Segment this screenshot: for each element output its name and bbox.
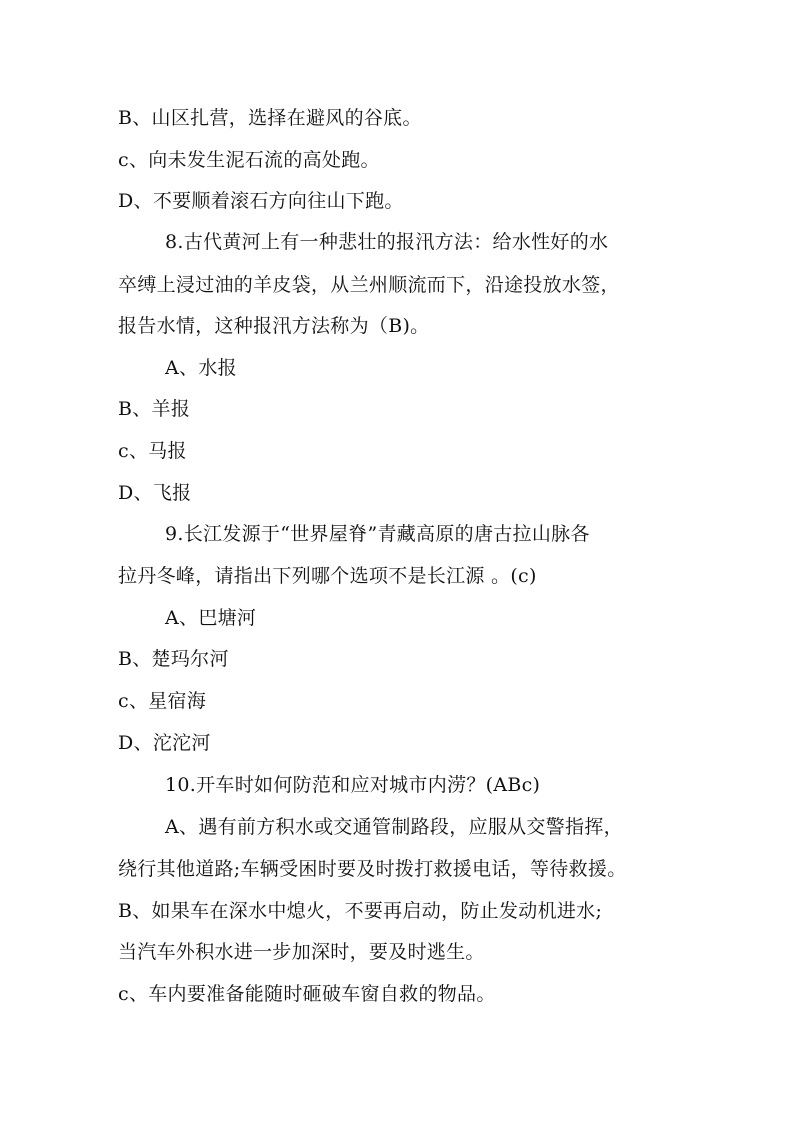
question-10-line-1: 10.开车时如何防范和应对城市内涝？(ABc) (165, 774, 541, 796)
question-8-line-3: 报告水情，这种报汛方法称为（B)。 (118, 315, 430, 337)
answer-option-a: A、遇有前方积水或交通管制路段，应服从交警指挥， (165, 816, 623, 838)
answer-option-b: B、山区扎营，选择在避风的谷底。 (118, 107, 422, 129)
answer-option-b: B、如果车在深水中熄火，不要再启动，防止发动机进水; (118, 900, 603, 922)
answer-option-b: B、羊报 (118, 398, 191, 420)
answer-option-b: B、楚玛尔河 (118, 648, 229, 670)
answer-option-c: c、向未发生泥石流的高处跑。 (118, 149, 380, 171)
answer-option-a-continued: 绕行其他道路;车辆受困时要及时拨打救援电话，等待救援。 (118, 858, 627, 880)
answer-option-d: D、飞报 (118, 482, 192, 504)
question-9-line-2: 拉丹冬峰，请指出下列哪个选项不是长江源 。(c) (118, 565, 537, 587)
answer-option-d: D、沱沱河 (118, 732, 211, 754)
answer-option-b-continued: 当汽车外积水进一步加深时，要及时逃生。 (118, 941, 485, 963)
question-8-line-1: 8.古代黄河上有一种悲壮的报汛方法：给水性好的水 (165, 231, 609, 253)
answer-option-c: c、星宿海 (118, 690, 207, 712)
answer-option-a: A、巴塘河 (165, 607, 257, 629)
question-8-line-2: 卒缚上浸过油的羊皮袋，从兰州顺流而下，沿途投放水签， (118, 274, 620, 296)
question-9-line-1: 9.长江发源于“世界屋脊”青藏高原的唐古拉山脉各 (165, 523, 590, 545)
answer-option-c: c、马报 (118, 440, 187, 462)
answer-option-a: A、水报 (165, 357, 237, 379)
answer-option-d: D、不要顺着滚石方向往山下跑。 (118, 190, 404, 212)
answer-option-c: c、车内要准备能随时砸破车窗自救的物品。 (118, 983, 496, 1005)
